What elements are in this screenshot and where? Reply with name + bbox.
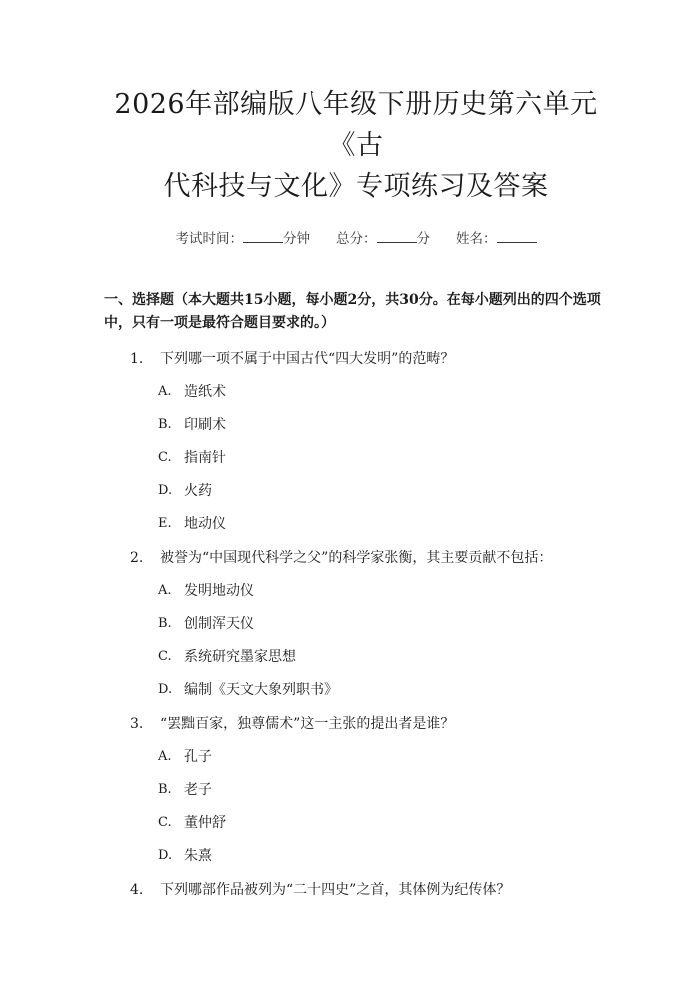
option-text: 朱熹 <box>184 848 212 864</box>
section-header: 一、选择题（本大题共15小题，每小题2分，共30分。在每小题列出的四个选项中，只有一项是最符合题目要求的。） <box>104 292 601 331</box>
option-letter: D. <box>158 483 173 498</box>
question-item <box>104 880 608 900</box>
answer-option <box>104 780 608 800</box>
exam-time-blank <box>243 230 283 243</box>
student-name-field <box>456 227 537 247</box>
option-text: 系统研究墨家思想 <box>184 649 296 665</box>
answer-option <box>104 680 608 700</box>
option-text: 指南针 <box>184 450 226 466</box>
question-text: 下列哪部作品被列为“二十四史”之首，其体例为纪传体？ <box>160 882 511 898</box>
option-text: 火药 <box>184 483 212 499</box>
answer-option <box>104 382 608 402</box>
total-score-unit: 分 <box>416 231 430 247</box>
document-title <box>104 84 608 207</box>
question-number: 4. <box>130 882 144 898</box>
question-list <box>104 349 608 900</box>
option-letter: C. <box>158 450 172 465</box>
question-text: “罢黜百家，独尊儒术”这一主张的提出者是谁？ <box>160 716 455 732</box>
option-letter: D. <box>158 848 173 863</box>
option-letter: C. <box>158 649 172 664</box>
option-text: 孔子 <box>184 749 212 765</box>
answer-option <box>104 813 608 833</box>
answer-option <box>104 514 608 534</box>
option-letter: A. <box>158 384 172 399</box>
answer-option <box>104 415 608 435</box>
option-list <box>104 382 608 534</box>
option-text: 造纸术 <box>184 384 226 400</box>
option-text: 老子 <box>184 782 212 798</box>
question-item <box>104 714 608 734</box>
question-number: 1. <box>130 351 144 367</box>
title-line-2: 代科技与文化》专项练习及答案 <box>163 171 549 202</box>
exam-meta-row <box>104 227 608 247</box>
question-number: 2. <box>130 550 144 566</box>
option-letter: D. <box>158 682 173 697</box>
answer-option <box>104 747 608 767</box>
question-item <box>104 349 608 369</box>
answer-option <box>104 481 608 501</box>
answer-option <box>104 614 608 634</box>
option-text: 印刷术 <box>184 417 226 433</box>
title-line-1: 2026年部编版八年级下册历史第六单元《古 <box>114 89 598 161</box>
answer-option <box>104 647 608 667</box>
option-list <box>104 581 608 700</box>
exam-time-label: 考试时间： <box>175 231 243 247</box>
option-text: 董仲舒 <box>184 815 226 831</box>
total-score-field <box>336 227 430 247</box>
student-name-blank <box>497 230 537 243</box>
option-text: 发明地动仪 <box>184 583 254 599</box>
option-text: 编制《天文大象列职书》 <box>184 682 338 698</box>
option-text: 创制浑天仪 <box>184 616 254 632</box>
option-letter: B. <box>158 616 172 631</box>
total-score-blank <box>377 230 417 243</box>
option-letter: B. <box>158 417 172 432</box>
question-item <box>104 548 608 568</box>
answer-option <box>104 581 608 601</box>
question-number: 3. <box>130 716 144 732</box>
question-text: 下列哪一项不属于中国古代“四大发明”的范畴？ <box>160 351 455 367</box>
option-text: 地动仪 <box>184 516 226 532</box>
exam-time-unit: 分钟 <box>283 231 310 247</box>
exam-time-field <box>176 227 311 247</box>
option-list <box>104 747 608 866</box>
option-letter: B. <box>158 782 172 797</box>
answer-option <box>104 846 608 866</box>
exam-page <box>0 84 700 989</box>
question-text: 被誉为“中国现代科学之父”的科学家张衡，其主要贡献不包括： <box>160 550 553 566</box>
student-name-label: 姓名： <box>456 231 497 247</box>
option-letter: A. <box>158 583 172 598</box>
option-letter: E. <box>158 516 172 531</box>
option-letter: C. <box>158 815 172 830</box>
option-letter: A. <box>158 749 172 764</box>
answer-option <box>104 448 608 468</box>
total-score-label: 总分： <box>336 231 377 247</box>
